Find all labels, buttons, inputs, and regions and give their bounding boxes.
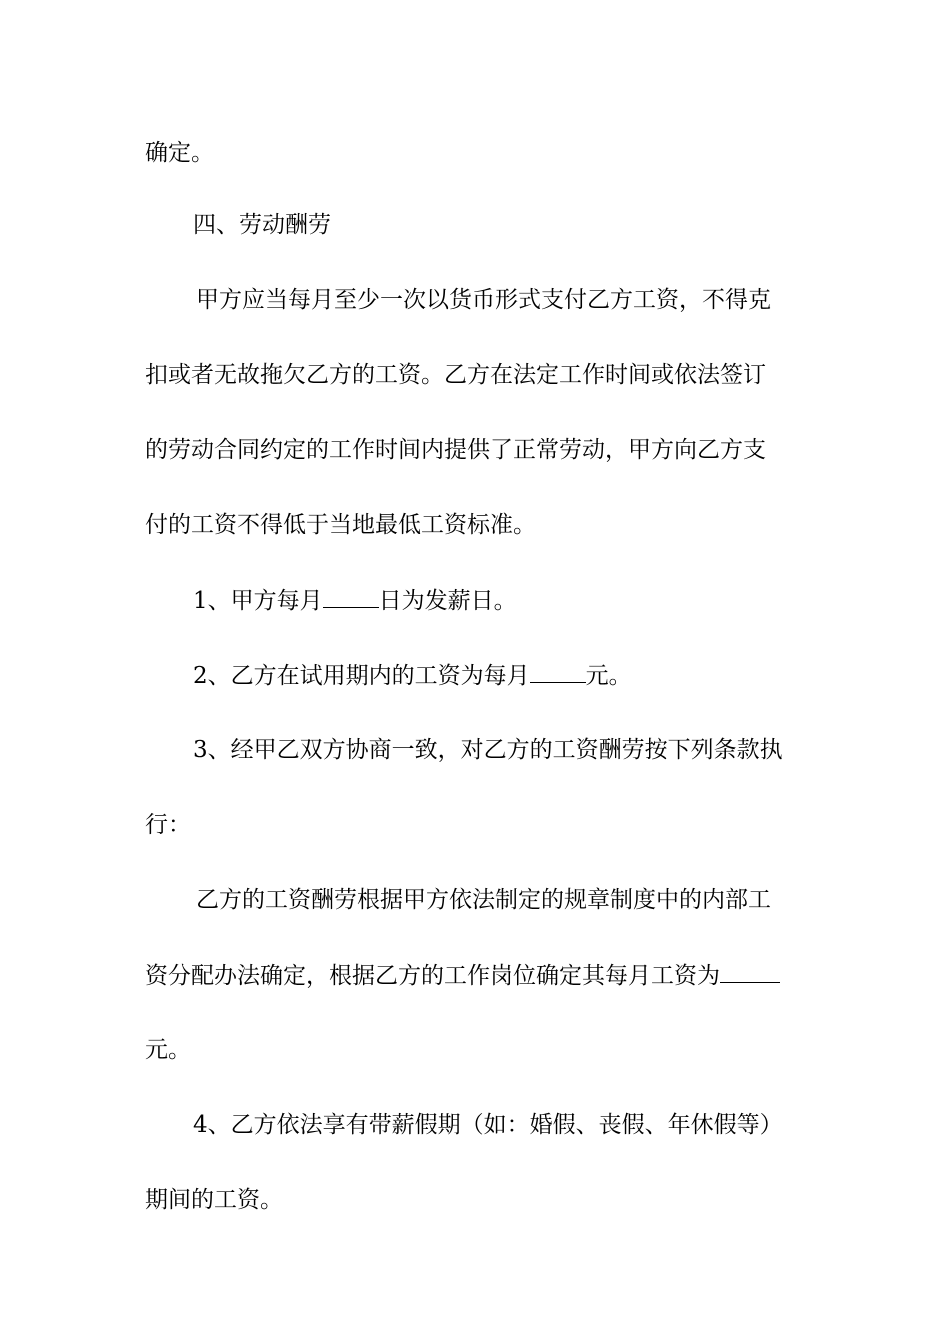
section-heading: 四、劳动酬劳 bbox=[193, 212, 331, 238]
text-line: 期间的工资。 bbox=[145, 1187, 283, 1213]
text-line: 确定。 bbox=[145, 140, 214, 166]
blank-field bbox=[720, 962, 780, 983]
text-line: 的劳动合同约定的工作时间内提供了正常劳动，甲方向乙方支 bbox=[145, 437, 766, 463]
text-line: 扣或者无故拖欠乙方的工资。乙方在法定工作时间或依法签订 bbox=[145, 362, 766, 388]
text-line: 元。 bbox=[145, 1037, 191, 1063]
salary-text: 资分配办法确定，根据乙方的工作岗位确定其每月工资为 bbox=[145, 963, 720, 989]
clause-2 bbox=[193, 662, 632, 688]
text-line: 行： bbox=[145, 812, 191, 838]
blank-field bbox=[323, 587, 379, 608]
clause-4: 4、乙方依法享有带薪假期（如：婚假、丧假、年休假等） bbox=[193, 1112, 783, 1138]
text-line bbox=[145, 962, 780, 988]
clause-1-tail: 日为发薪日。 bbox=[378, 588, 517, 614]
blank-field bbox=[530, 662, 586, 683]
clause-1 bbox=[193, 587, 517, 613]
clause-1-text: 1、甲方每月 bbox=[193, 588, 323, 614]
text-line: 付的工资不得低于当地最低工资标准。 bbox=[145, 512, 536, 538]
clause-2-tail: 元。 bbox=[585, 663, 632, 689]
clause-2-text: 2、乙方在试用期内的工资为每月 bbox=[193, 663, 530, 689]
text-line: 甲方应当每月至少一次以货币形式支付乙方工资，不得克 bbox=[196, 287, 771, 313]
clause-3: 3、经甲乙双方协商一致，对乙方的工资酬劳按下列条款执 bbox=[193, 737, 783, 763]
text-line: 乙方的工资酬劳根据甲方依法制定的规章制度中的内部工 bbox=[196, 887, 771, 913]
